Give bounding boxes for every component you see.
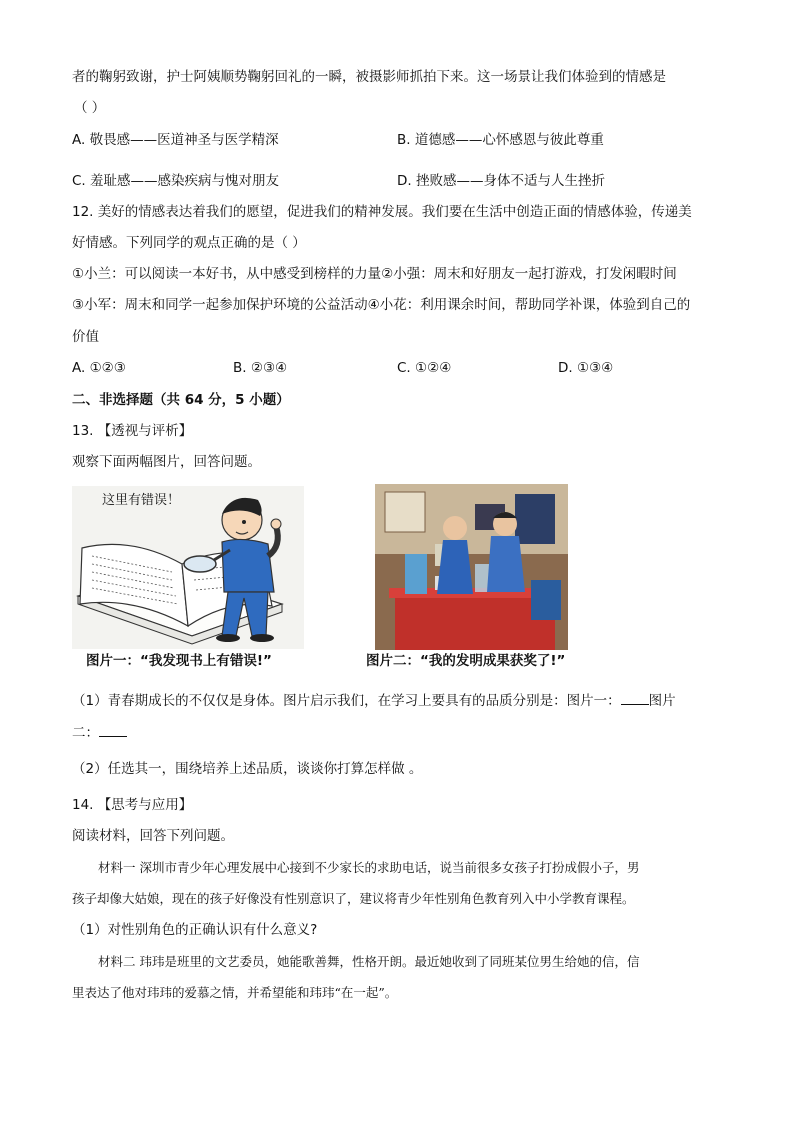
q14-material1-line2: 孩子却像大姑娘，现在的孩子好像没有性别意识了，建议将青少年性别角色教育列入中小学教育课程。 — [72, 891, 635, 906]
q14-material1-line1: 材料一 深圳市青少年心理发展中心接到不少家长的求助电话，说当前很多女孩子打扮成假小子，男 — [98, 860, 640, 875]
q12-statement-line3: 价值 — [72, 329, 99, 345]
q14-intro: 阅读材料，回答下列问题。 — [72, 828, 234, 844]
answer-blank-1[interactable] — [621, 692, 649, 705]
cartoon-illustration — [72, 486, 304, 649]
q11-stem-line1: 者的鞠躬致谢，护士阿姨顺势鞠躬回礼的一瞬，被摄影师抓拍下来。这一场景让我们体验到的情感是 — [72, 69, 666, 85]
q12-stem-line1: 12. 美好的情感表达着我们的愿望，促进我们的精神发展。我们要在生活中创造正面的情感体验，传递美 — [72, 204, 692, 220]
q11-option-b: B. 道德感——心怀感恩与彼此尊重 — [397, 132, 604, 148]
q11-option-a: A. 敬畏感——医道神圣与医学精深 — [72, 132, 279, 148]
q13-sub1-line1 — [72, 692, 676, 710]
q12-option-c: C. ①②④ — [397, 360, 452, 376]
q11-stem-line2: （ ） — [74, 100, 106, 116]
q12-statement-line1: ①小兰：可以阅读一本好书，从中感受到榜样的力量②小强：周末和好朋友一起打游戏，打发闲暇时间 — [72, 266, 677, 282]
cartoon-speech-bubble: 这里有错误！ — [102, 493, 181, 508]
q12-statement-line2: ③小军：周末和同学一起参加保护环境的公益活动④小花：利用课余时间，帮助同学补课，体验到自己的 — [72, 297, 691, 313]
q12-option-d: D. ①③④ — [558, 360, 614, 376]
q11-option-c: C. 羞耻感——感染疾病与愧对朋友 — [72, 173, 280, 189]
invention-photo-illustration — [375, 484, 568, 650]
section-heading: 二、非选择题（共 64 分，5 小题） — [72, 392, 290, 408]
q14-sub1: （1）对性别角色的正确认识有什么意义? — [72, 922, 318, 938]
q14-heading: 14. 【思考与应用】 — [72, 797, 193, 813]
picture2-caption: 图片二：“我的发明成果获奖了!” — [366, 653, 566, 669]
cartoon-image — [72, 486, 304, 649]
q13-heading: 13. 【透视与评析】 — [72, 423, 193, 439]
q14-material2-line2: 里表达了他对玮玮的爱慕之情，并希望能和玮玮“在一起”。 — [72, 985, 398, 1000]
picture1-caption: 图片一：“我发现书上有错误!” — [86, 653, 272, 669]
q12-stem-line2: 好情感。下列同学的观点正确的是（ ） — [72, 235, 306, 251]
q11-option-d: D. 挫败感——身体不适与人生挫折 — [397, 173, 605, 189]
answer-blank-2[interactable] — [99, 724, 127, 737]
q13-sub1-text: （1）青春期成长的不仅仅是身体。图片启示我们，在学习上要具有的品质分别是：图片一： — [72, 693, 621, 709]
q12-option-a: A. ①②③ — [72, 360, 126, 376]
q13-intro: 观察下面两幅图片，回答问题。 — [72, 454, 261, 470]
q13-sub1-line2 — [72, 724, 127, 742]
q14-material2-line1: 材料二 玮玮是班里的文艺委员，她能歌善舞，性格开朗。最近她收到了同班某位男生给她的信，信 — [98, 954, 640, 969]
q12-option-b: B. ②③④ — [233, 360, 288, 376]
invention-photo — [375, 484, 568, 650]
q13-sub2: （2）任选其一，围绕培养上述品质，谈谈你打算怎样做 。 — [72, 761, 423, 777]
q13-sub1-text-b: 图片 — [648, 693, 676, 709]
q13-sub1-text-c: 二： — [72, 725, 99, 741]
